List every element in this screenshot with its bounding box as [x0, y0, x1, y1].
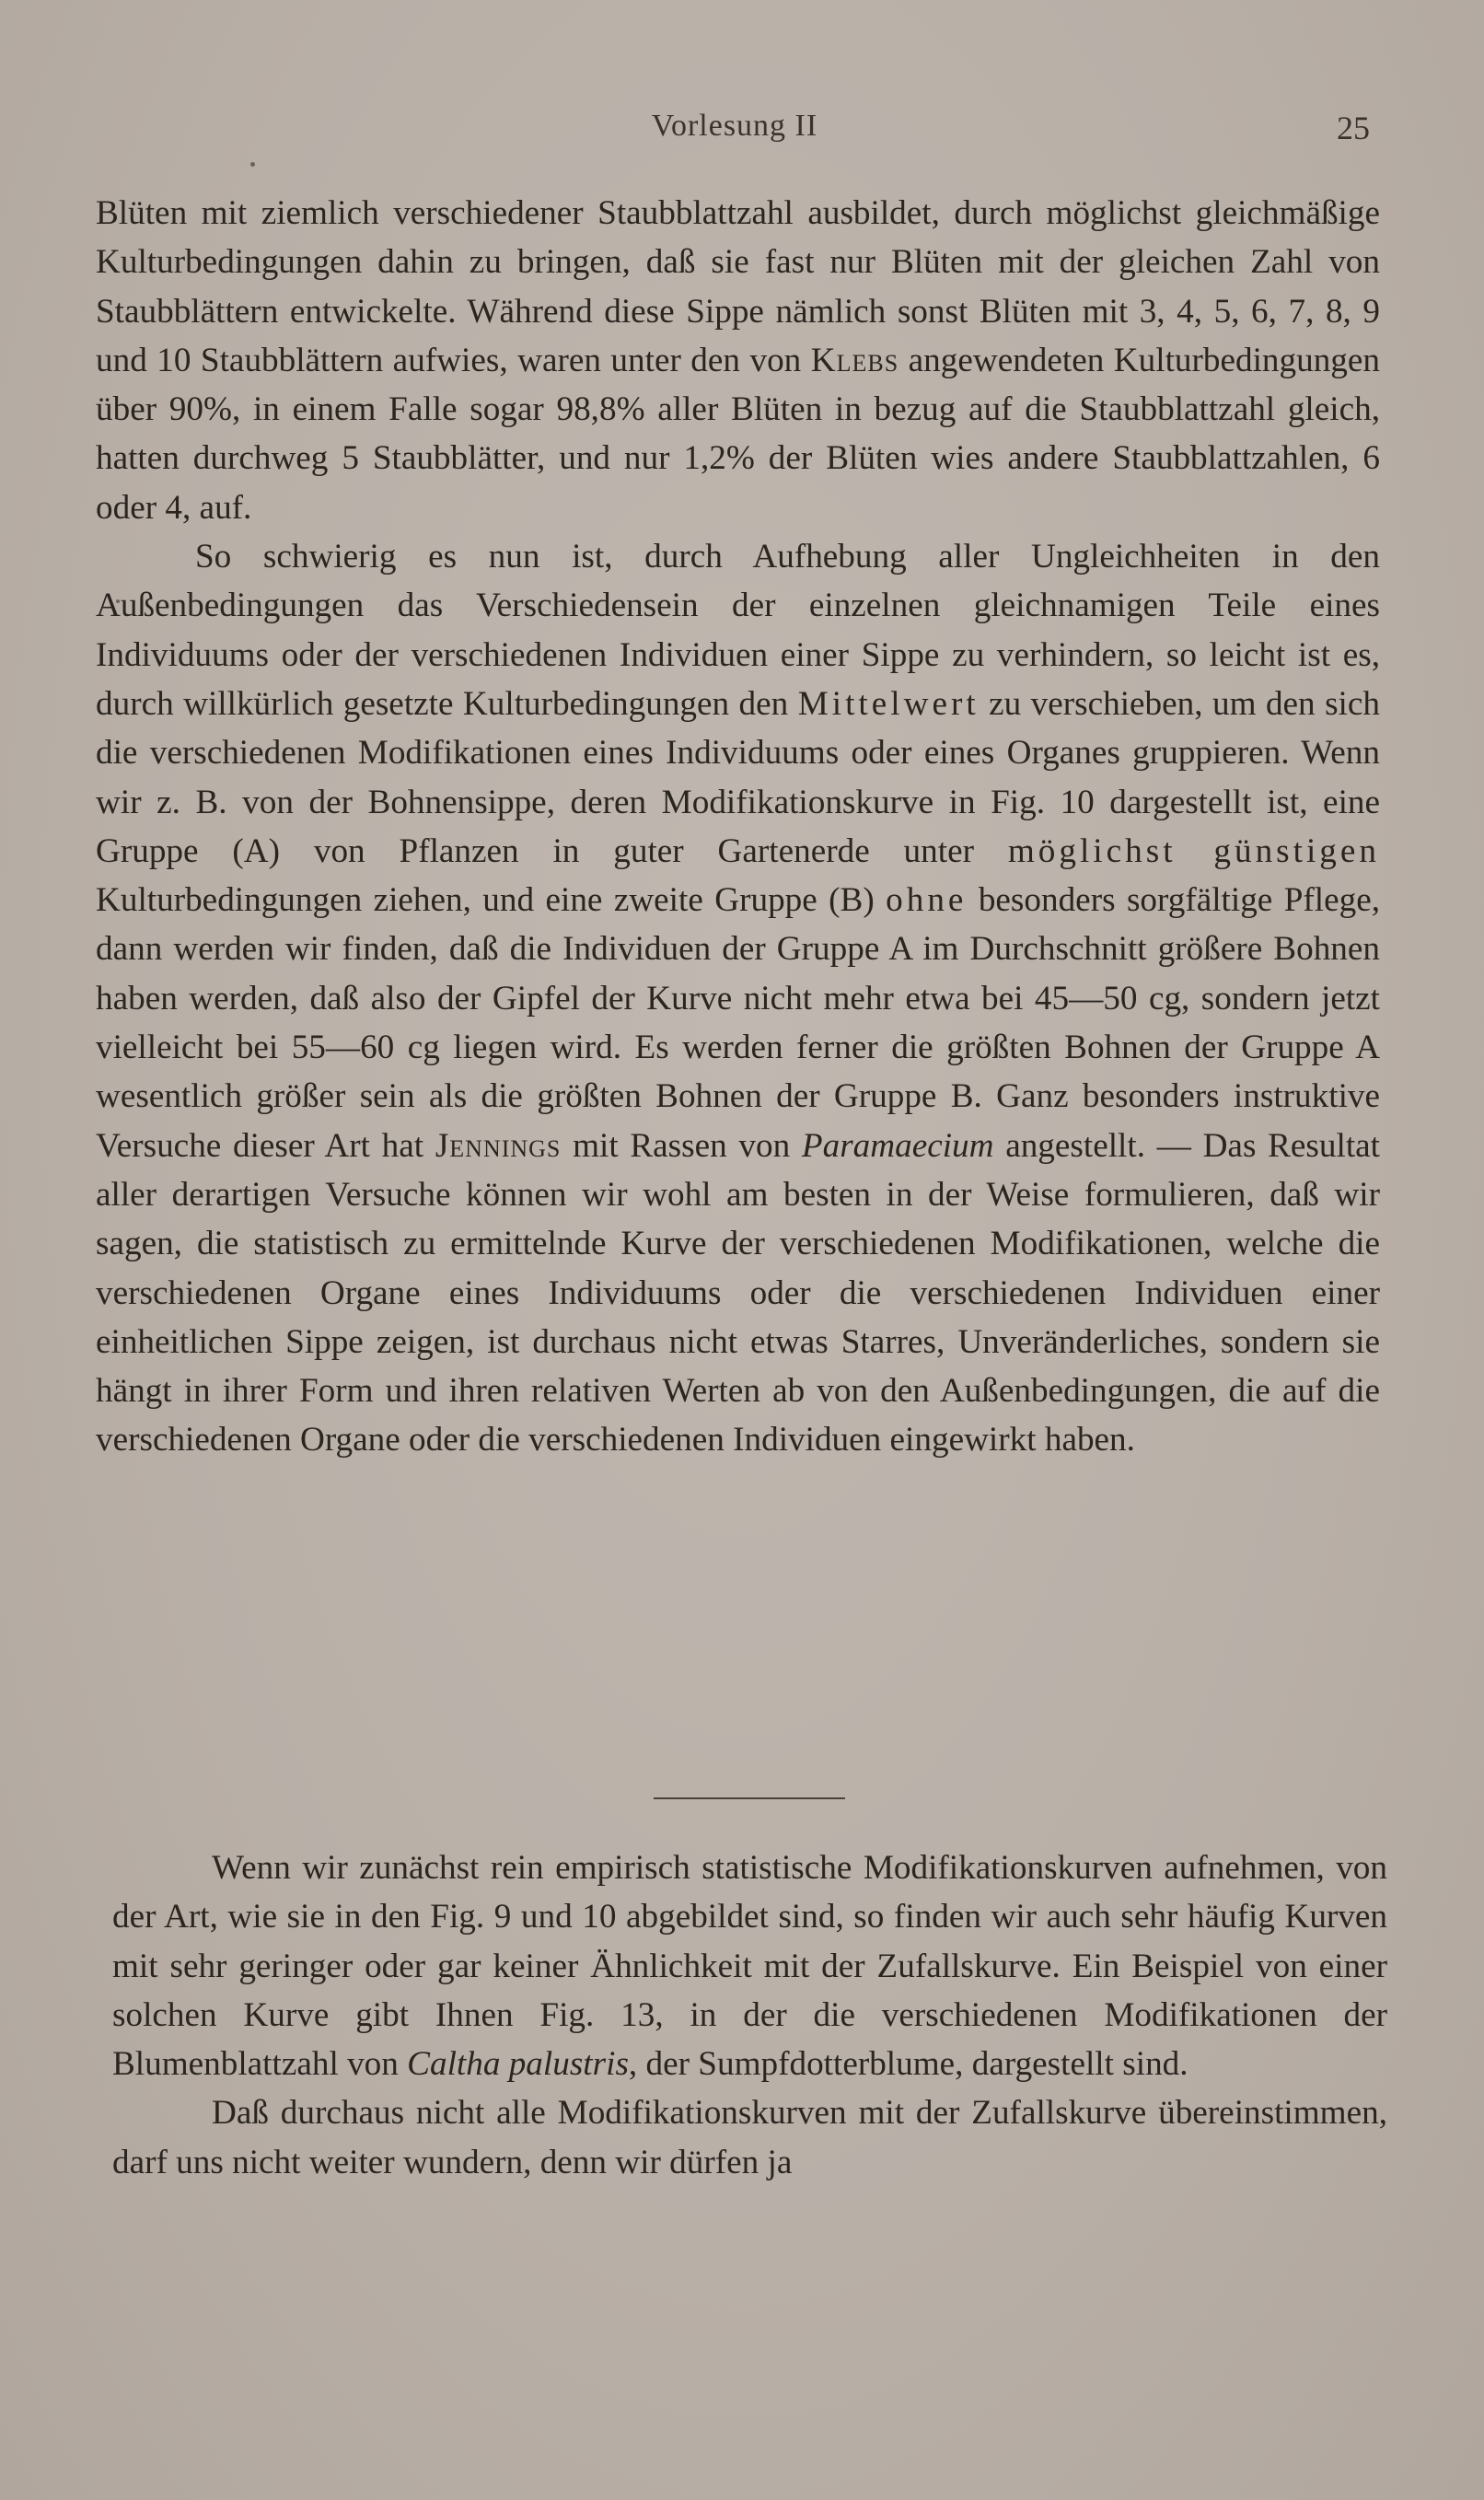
body-text-section-1	[96, 189, 1380, 1465]
text-run: Blüten mit ziemlich verschiedener Staubblattzahl ausbildet, durch möglichst gleichmäßige Kulturbedingungen dahin zu bringen, daß sie fast nur Blüten mit der gleichen Zahl von Staubblättern entwickelte. Während diese Sippe nämlich sonst Blüten mit 3, 4, 5, 6, 7, 8, 9 und 10 Staubblättern aufwies, waren unter den von	[96, 194, 1380, 379]
text-run: Kulturbedingungen ziehen, und eine zweite Gruppe (B)	[96, 881, 887, 920]
paragraph	[112, 1843, 1387, 2088]
print-speck	[250, 162, 255, 167]
emphasis-spaced: möglichst günstigen	[1007, 831, 1380, 870]
author-name-jennings: Jennings	[435, 1126, 562, 1165]
text-run: zu verschieben, um den sich die verschiedenen Modifikationen eines Individuums oder eines Organes gruppieren. Wenn wir z. B. von der Bohnensippe, deren Modifikationskurve in Fig. 10 dargestellt ist, eine Gruppe (A) von Pflanzen in guter Gartenerde unter	[96, 684, 1380, 870]
text-run: angewendeten Kulturbedingungen über 90%, in einem Falle sogar 98,8% aller Blüten in bezug auf die Staubblattzahl gleich, hatten durchweg 5 Staubblätter, und nur 1,2% der Blüten wies andere Staubblattzahlen, 6 oder 4, auf.	[96, 341, 1380, 527]
paragraph	[96, 189, 1380, 532]
page-header	[99, 109, 1370, 155]
body-text-section-2	[112, 1843, 1387, 2187]
author-name-klebs: Klebs	[810, 341, 899, 379]
page-number: 25	[1337, 110, 1370, 146]
genus-name: Paramaecium	[801, 1126, 994, 1165]
emphasis-spaced: Mittelwert	[797, 684, 980, 723]
text-run: So schwierig es nun ist, durch Aufhebung aller Ungleichheiten in den Außenbedingungen das Verschiedensein der einzelnen gleichnamigen Teile eines Individuums oder der verschiedenen Individuen einer Sippe zu verhindern, so leicht ist es, durch willkürlich gesetzte Kulturbedingungen den	[96, 538, 1380, 723]
species-name: Caltha palustris	[407, 2045, 629, 2084]
text-run: besonders sorgfältige Pflege, dann werden wir finden, daß die Individuen der Gruppe A im Durchschnitt größere Bohnen haben werden, daß also der Gipfel der Kurve nicht mehr etwa bei 45—50 cg, sondern jetzt vielleicht bei 55—60 cg liegen wird. Es werden ferner die größten Bohnen der Gruppe A wesentlich größer sein als die größten Bohnen der Gruppe B. Ganz besonders instruktive Versuche dieser Art hat	[96, 881, 1380, 1165]
text-run: Wenn wir zunächst rein empirisch statistische Modifikationskurven aufnehmen, von der Art, wie sie in den Fig. 9 und 10 abgebildet sind, so finden wir auch sehr häufig Kurven mit sehr geringer oder gar keiner Ähnlichkeit mit der Zufallskurve. Ein Beispiel von einer solchen Kurve gibt Ihnen Fig. 13, in der die verschiedenen Modifikationen der Blumenblattzahl von	[112, 1849, 1387, 2084]
text-run: , der Sumpfdotterblume, dargestellt sind.	[628, 2045, 1188, 2084]
text-run: angestellt. — Das Resultat aller derartigen Versuche können wir wohl am besten in der Weise formulieren, daß wir sagen, die statistisch zu ermittelnde Kurve der verschiedenen Modifikationen, welche die verschiedenen Organe eines Individuums oder die verschiedenen Individuen einer einheitlichen Sippe zeigen, ist durchaus nicht etwas Starres, Unveränderliches, sondern sie hängt in ihrer Form und ihren relativen Werten ab von den Außenbedingungen, die auf die verschiedenen Organe oder die verschiedenen Individuen eingewirkt haben.	[96, 1126, 1380, 1459]
emphasis-spaced: ohne	[886, 881, 968, 920]
text-run: Daß durchaus nicht alle Modifikationskurven mit der Zufallskurve übereinstimmen, darf uns nicht weiter wundern, denn wir dürfen ja	[112, 2094, 1387, 2181]
section-divider	[654, 1797, 845, 1799]
running-head: Vorlesung II	[651, 109, 818, 143]
paragraph	[96, 532, 1380, 1465]
paragraph	[112, 2088, 1387, 2187]
text-run: mit Rassen von	[561, 1126, 802, 1165]
